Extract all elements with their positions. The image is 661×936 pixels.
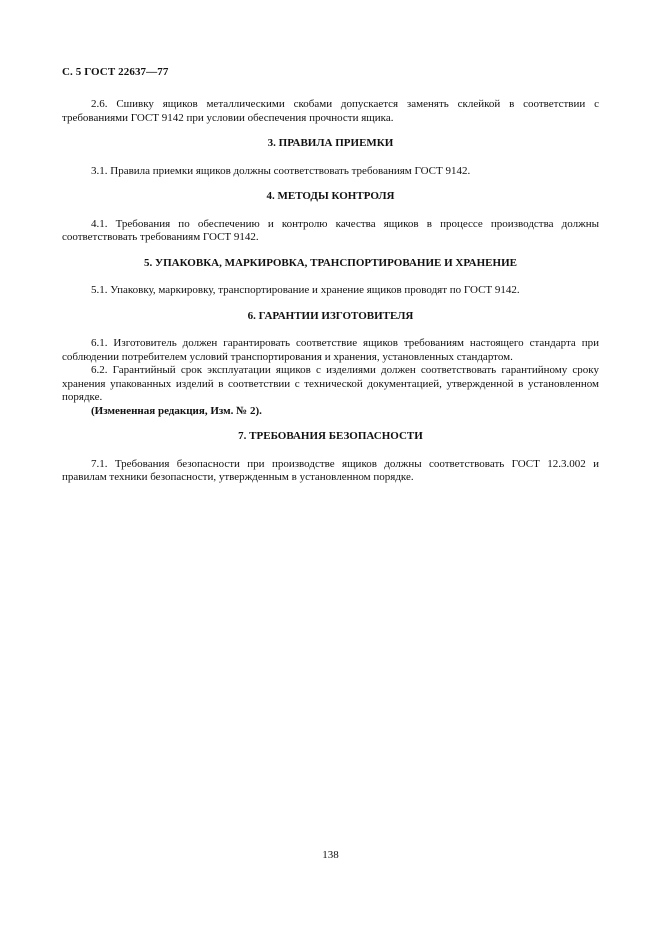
paragraph-2-6: 2.6. Сшивку ящиков металлическими скобами допускается заменять склейкой в соответствии с требованиями ГОСТ 9142 при условии обеспечения прочности ящика. [62, 98, 599, 124]
paragraph-3-1: 3.1. Правила приемки ящиков должны соответствовать требованиям ГОСТ 9142. [91, 164, 471, 177]
section-3-title: 3. ПРАВИЛА ПРИЕМКИ [267, 137, 394, 149]
paragraph-7-1: 7.1. Требования безопасности при производстве ящиков должны соответствовать ГОСТ 12.3.002 и правилам техники безопасности, утвержденным в установленном порядке. [62, 457, 599, 483]
document-body [62, 98, 599, 485]
amendment-note: (Измененная редакция, Изм. № 2). [91, 404, 262, 417]
section-7-title: 7. ТРЕБОВАНИЯ БЕЗОПАСНОСТИ [238, 430, 423, 442]
paragraph-6-1: 6.1. Изготовитель должен гарантировать соответствие ящиков требованиям настоящего стандарта при соблюдении потребителем условий транспортирования и хранения, установленных стандартом. [62, 337, 599, 363]
paragraph-4-1: 4.1. Требования по обеспечению и контролю качества ящиков в процессе производства должны соответствовать требованиям ГОСТ 9142. [62, 217, 599, 243]
section-6-title: 6. ГАРАНТИИ ИЗГОТОВИТЕЛЯ [247, 309, 414, 322]
running-header: С. 5 ГОСТ 22637—77 [62, 66, 169, 78]
page-number: 138 [322, 849, 339, 861]
paragraph-5-1: 5.1. Упаковку, маркировку, транспортирование и хранение ящиков проводят по ГОСТ 9142. [91, 284, 520, 296]
section-4-title: 4. МЕТОДЫ КОНТРОЛЯ [266, 190, 395, 202]
paragraph-6-2: 6.2. Гарантийный срок эксплуатации ящиков с изделиями должен соответствовать гарантийному сроку хранения упакованных изделий в соответствии с технической документацией, утвержденной в установленном порядке. [62, 364, 599, 403]
section-5-title: 5. УПАКОВКА, МАРКИРОВКА, ТРАНСПОРТИРОВАНИЕ И ХРАНЕНИЕ [144, 256, 517, 269]
